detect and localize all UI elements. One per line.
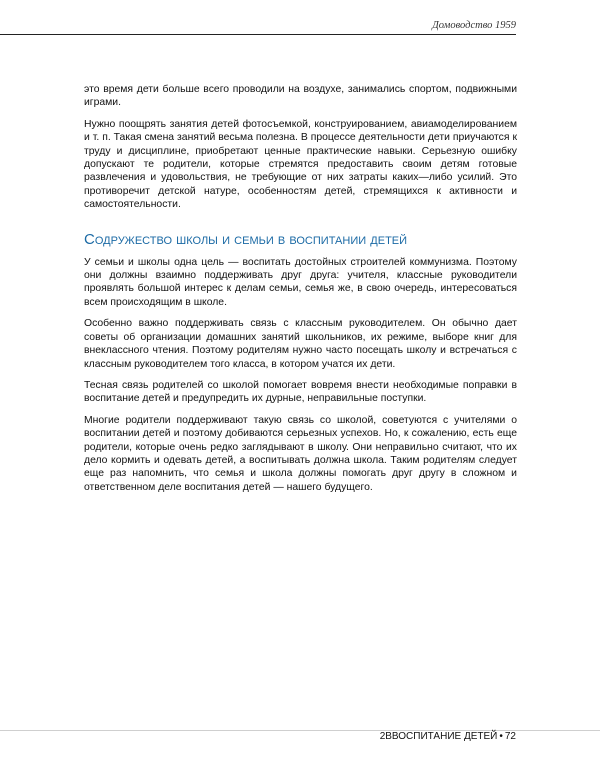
footer-bullet: •	[499, 731, 503, 742]
body-paragraph: Нужно поощрять занятия детей фотосъемкой, конструированием, авиамоделированием и т. п. Такая смена занятий весьма полезна. В процессе деятельности дети приучаются к труду и дисциплине, приобретают ценные практические навыки. Серьезную ошибку допускают те родители, которые стремятся предоставить своим детям готовые развлечения и удовольствия, не требующие от них затраты каких—либо усилий. Это противоречит детской натуре, особенностям детей, стремящихся к активности и самостоятельности.	[84, 118, 517, 211]
section-paragraph: Особенно важно поддерживать связь с классным руководителем. Он обычно дает советы об организации домашних занятий школьников, их режиме, выборе книг для внеклассного чтения. Поэтому родителям нужно часто посещать школу и встречаться с классным руководителем того класса, в котором учатся их дети.	[84, 318, 517, 370]
section-paragraph: У семьи и школы одна цель — воспитать достойных строителей коммунизма. Поэтому они должны взаимно поддерживать друг друга: учителя, классные руководители проявлять большой интерес к делам семьи, семья же, в свою очередь, интересоваться всем происходящим в школе.	[84, 256, 517, 308]
page-footer	[380, 731, 516, 743]
body-paragraph: это время дети больше всего проводили на воздухе, занимались спортом, подвижными играми.	[84, 84, 517, 109]
header-divider	[0, 34, 516, 35]
footer-chapter-title: 2ВВОСПИТАНИЕ ДЕТЕЙ	[379, 731, 498, 742]
page-body	[84, 83, 517, 502]
section-heading: Содружество школы и семьи в воспитании детей	[84, 230, 408, 248]
running-header-title: Домоводство 1959	[432, 20, 516, 31]
section-paragraph: Многие родители поддерживают такую связь со школой, советуются с учителями о воспитании детей и поэтому добиваются серьезных успехов. Но, к сожалению, есть еще родители, которые очень редко заглядывают в школу. Они неправильно считают, что их дело кормить и одевать детей, а воспитывать должна школа. Таким родителям следует еще раз напомнить, что семья и школа должны помогать друг другу в сложном и ответственном деле воспитания детей — нашего будущего.	[84, 414, 517, 493]
page-number: 72	[504, 731, 516, 742]
section-paragraph: Тесная связь родителей со школой помогает вовремя внести необходимые поправки в воспитание детей и предупредить их дурные, неправильные поступки.	[84, 379, 517, 405]
